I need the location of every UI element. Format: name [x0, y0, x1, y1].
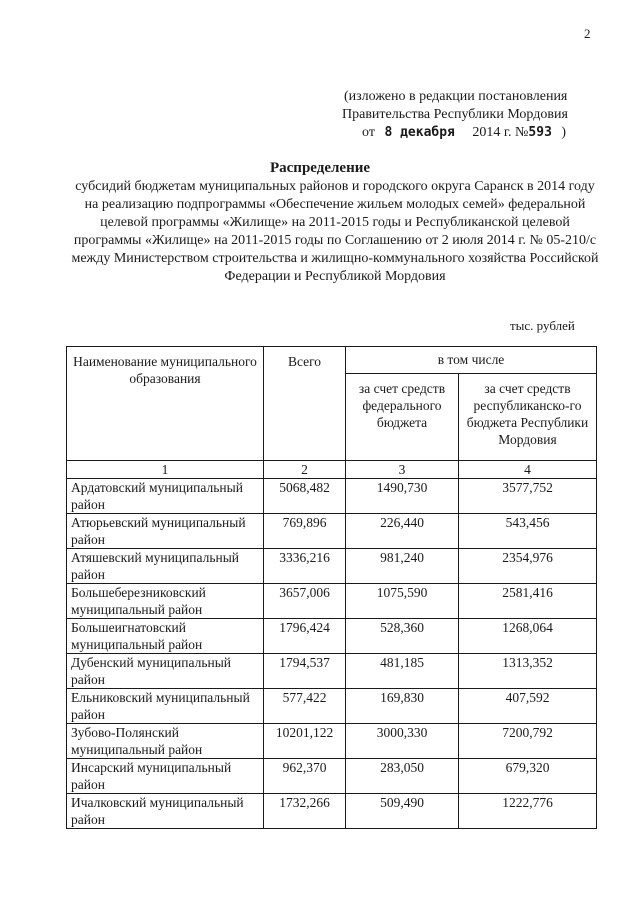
republican-cell: 1268,064	[459, 619, 597, 654]
table-row	[67, 759, 597, 794]
federal-cell: 528,360	[346, 619, 459, 654]
municipality-name-cell: Большеберезниковский муниципальный район	[67, 584, 264, 619]
table-row	[67, 724, 597, 759]
republican-cell: 1313,352	[459, 654, 597, 689]
federal-cell: 481,185	[346, 654, 459, 689]
closing-paren: )	[561, 125, 567, 140]
total-cell: 10201,122	[264, 724, 346, 759]
municipality-name-cell: Атюрьевский муниципальный район	[67, 514, 264, 549]
edition-line-2: Правительства Республики Мордовия	[342, 107, 568, 122]
column-number: 2	[264, 461, 346, 479]
federal-cell: 1075,590	[346, 584, 459, 619]
total-cell: 962,370	[264, 759, 346, 794]
federal-cell: 1490,730	[346, 479, 459, 514]
header-name: Наименование муниципального образования	[67, 347, 264, 461]
table-row	[67, 584, 597, 619]
municipality-name-cell: Дубенский муниципальный район	[67, 654, 264, 689]
edition-note	[340, 88, 600, 142]
header-federal: за счет средств федерального бюджета	[346, 374, 459, 461]
republican-cell: 1222,776	[459, 794, 597, 829]
republican-cell: 407,592	[459, 689, 597, 724]
handwritten-date: 8 декабря	[384, 125, 455, 140]
total-cell: 577,422	[264, 689, 346, 724]
column-number: 4	[459, 461, 597, 479]
subsidy-table	[66, 346, 597, 829]
republican-cell: 2581,416	[459, 584, 597, 619]
table-row	[67, 549, 597, 584]
municipality-name-cell: Ардатовский муниципальный район	[67, 479, 264, 514]
municipality-name-cell: Атяшевский муниципальный район	[67, 549, 264, 584]
column-number: 1	[67, 461, 264, 479]
edition-line-1: (изложено в редакции постановления	[344, 89, 568, 104]
table-row	[67, 619, 597, 654]
document-title: Распределение	[269, 160, 371, 176]
total-cell: 5068,482	[264, 479, 346, 514]
federal-cell: 981,240	[346, 549, 459, 584]
edition-date-line	[340, 124, 600, 142]
table-row	[67, 654, 597, 689]
document-subtitle: субсидий бюджетам муниципальных районов и городского округа Саранск в 2014 году на реализацию подпрограммы «Обеспечение жильем молодых семей» федеральной целевой программы «Жилище» на 2011-2015 годы и Республиканской целевой программы «Жилище» на 2011-2015 годы по Соглашению от 2 июля 2014 г. № 05-210/с между Министерством строительства и жилищно-коммунального хозяйства Российской Федерации и Республикой Мордовия	[71, 179, 599, 284]
table-row	[67, 514, 597, 549]
table-row	[67, 794, 597, 829]
municipality-name-cell: Ичалковский муниципальный район	[67, 794, 264, 829]
federal-cell: 283,050	[346, 759, 459, 794]
republican-cell: 679,320	[459, 759, 597, 794]
federal-cell: 226,440	[346, 514, 459, 549]
federal-cell: 169,830	[346, 689, 459, 724]
header-republican: за счет средств республиканско-го бюджета Республики Мордовия	[459, 374, 597, 461]
republican-cell: 3577,752	[459, 479, 597, 514]
total-cell: 769,896	[264, 514, 346, 549]
municipality-name-cell: Зубово-Полянский муниципальный район	[67, 724, 264, 759]
total-cell: 1794,537	[264, 654, 346, 689]
header-total: Всего	[264, 347, 346, 461]
page-number: 2	[584, 26, 591, 41]
federal-cell: 509,490	[346, 794, 459, 829]
republican-cell: 7200,792	[459, 724, 597, 759]
date-prefix: от	[362, 125, 375, 140]
municipality-name-cell: Большеигнатовский муниципальный район	[67, 619, 264, 654]
units-label: тыс. рублей	[510, 318, 575, 333]
total-cell: 3336,216	[264, 549, 346, 584]
municipality-name-cell: Инсарский муниципальный район	[67, 759, 264, 794]
table-row	[67, 479, 597, 514]
total-cell: 1732,266	[264, 794, 346, 829]
table-row	[67, 689, 597, 724]
year-text: 2014 г. №	[472, 125, 529, 140]
handwritten-number: 593	[528, 125, 552, 140]
federal-cell: 3000,330	[346, 724, 459, 759]
header-including: в том числе	[346, 347, 597, 374]
column-number-row	[67, 461, 597, 479]
republican-cell: 543,456	[459, 514, 597, 549]
total-cell: 1796,424	[264, 619, 346, 654]
municipality-name-cell: Ельниковский муниципальный район	[67, 689, 264, 724]
republican-cell: 2354,976	[459, 549, 597, 584]
total-cell: 3657,006	[264, 584, 346, 619]
column-number: 3	[346, 461, 459, 479]
